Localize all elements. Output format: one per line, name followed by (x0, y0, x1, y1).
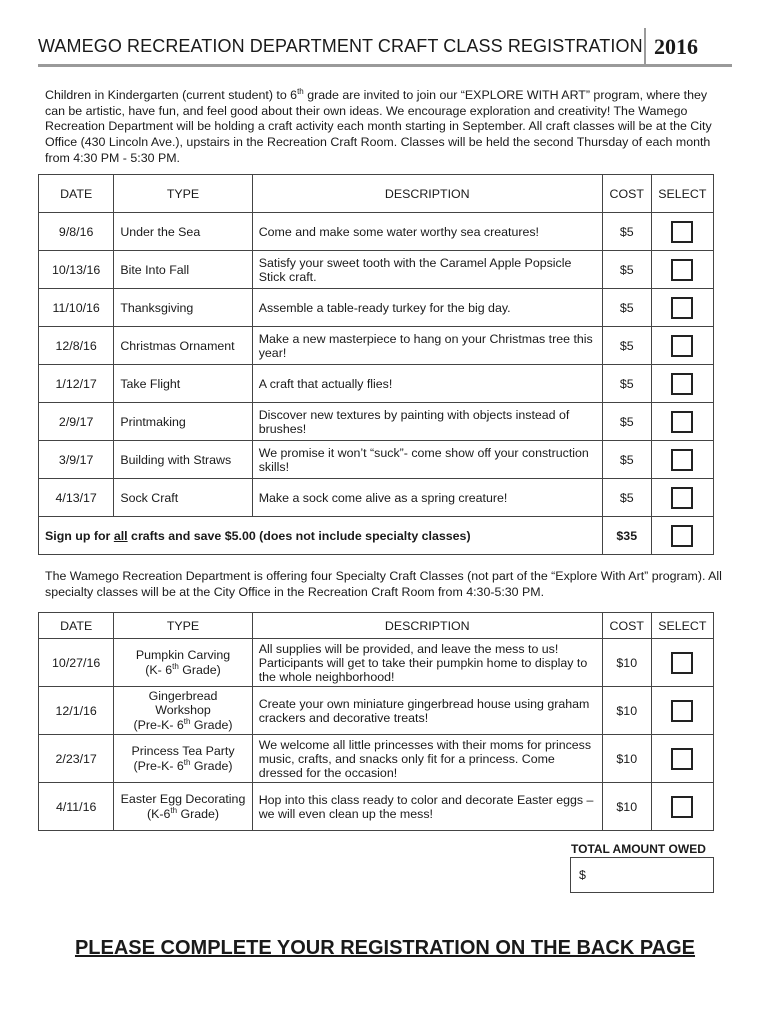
footer-instruction: PLEASE COMPLETE YOUR REGISTRATION ON THE BACK PAGE (74, 937, 696, 959)
class-grade-sup: th (183, 757, 191, 767)
col-select: SELECT (651, 613, 713, 639)
class-date: 2/9/17 (39, 403, 114, 441)
all-crafts-prefix: Sign up for (45, 528, 114, 543)
all-crafts-row (39, 517, 714, 555)
intro-paragraph (45, 84, 725, 166)
class-cost: $10 (602, 687, 651, 735)
table-row (39, 289, 714, 327)
total-dollar-sign: $ (579, 868, 586, 882)
title-underline (38, 64, 732, 67)
class-cost: $5 (602, 289, 651, 327)
total-amount-field[interactable] (570, 857, 714, 893)
class-description: Hop into this class ready to color and decorate Easter eggs –we will even clean up the mess! (252, 783, 602, 831)
class-grade-b: Grade) (177, 807, 220, 822)
table-row (39, 735, 714, 783)
class-description: We promise it won’t “suck”- come show off your construction skills! (252, 441, 602, 479)
class-type-name: Easter Egg Decorating (120, 791, 246, 806)
class-type-name: Gingerbread Workshop (148, 688, 218, 717)
class-cost: $5 (602, 251, 651, 289)
class-description: Satisfy your sweet tooth with the Caramel Apple Popsicle Stick craft. (252, 251, 602, 289)
class-date: 3/9/17 (39, 441, 114, 479)
select-checkbox[interactable] (671, 411, 693, 433)
select-cell (651, 479, 713, 517)
page-header (38, 28, 732, 66)
select-cell (651, 251, 713, 289)
class-date: 1/12/17 (39, 365, 114, 403)
class-type: Building with Straws (114, 441, 252, 479)
class-type: Bite Into Fall (114, 251, 252, 289)
select-checkbox[interactable] (671, 259, 693, 281)
col-select: SELECT (651, 175, 713, 213)
intro-text-1: Children in Kindergarten (current student) to 6 (45, 88, 298, 103)
year-label: 2016 (654, 34, 698, 59)
class-date: 11/10/16 (39, 289, 114, 327)
class-cost: $5 (602, 213, 651, 251)
col-description: DESCRIPTION (252, 613, 602, 639)
table-row (39, 403, 714, 441)
class-type: Sock Craft (114, 479, 252, 517)
class-date: 4/11/16 (39, 783, 114, 831)
year-divider (644, 28, 646, 66)
select-checkbox[interactable] (671, 335, 693, 357)
col-cost: COST (602, 613, 651, 639)
class-date: 12/8/16 (39, 327, 114, 365)
select-checkbox[interactable] (671, 748, 693, 770)
class-type-name: Pumpkin Carving (135, 647, 231, 662)
specialty-class-table (38, 612, 714, 831)
class-cost: $10 (602, 783, 651, 831)
class-grade-b: Grade) (190, 718, 233, 733)
class-description: We welcome all little princesses with their moms for princess music, crafts, and snacks only fit for a princess. Come dressed for the occasion! (252, 735, 602, 783)
col-date: DATE (39, 613, 114, 639)
select-checkbox[interactable] (671, 373, 693, 395)
class-type: Printmaking (114, 403, 252, 441)
class-cost: $5 (602, 365, 651, 403)
select-checkbox[interactable] (671, 221, 693, 243)
intro-text-2: grade are invited to join our “EXPLORE WITH ART” program, where they can be artistic, have fun, and feel good about their own ideas. We encourage exploration and creativity! The Wamego Recreation Department will be holding a craft activity each month starting in September. All craft classes will be at the City Office (430 Lincoln Ave.), upstairs in the Recreation Craft Room. Classes will be held the second Thursday of each month from 4:30 PM - 5:30 PM. (45, 88, 712, 165)
class-date: 2/23/17 (39, 735, 114, 783)
table-header-row (39, 175, 714, 213)
select-cell (651, 639, 713, 687)
class-date: 4/13/17 (39, 479, 114, 517)
select-checkbox[interactable] (671, 652, 693, 674)
class-grade-b: Grade) (178, 663, 221, 678)
class-description: Discover new textures by painting with objects instead of brushes! (252, 403, 602, 441)
select-cell (651, 735, 713, 783)
table-header-row (39, 613, 714, 639)
all-crafts-underlined: all (113, 528, 128, 543)
class-description: All supplies will be provided, and leave the mess to us! Participants will get to take their pumpkin home to display to the whole neighborhood! (252, 639, 602, 687)
class-grade-b: Grade) (190, 759, 233, 774)
class-type (114, 639, 252, 687)
select-cell (651, 365, 713, 403)
total-amount-label: TOTAL AMOUNT OWED (571, 842, 706, 856)
page-title: WAMEGO RECREATION DEPARTMENT CRAFT CLASS REGISTRATION (38, 36, 643, 56)
select-cell (651, 327, 713, 365)
class-cost: $10 (602, 639, 651, 687)
select-cell (651, 289, 713, 327)
col-type: TYPE (114, 175, 252, 213)
all-crafts-cost: $35 (602, 517, 651, 555)
class-description: Come and make some water worthy sea creatures! (252, 213, 602, 251)
select-cell (651, 213, 713, 251)
select-checkbox[interactable] (671, 449, 693, 471)
class-type (114, 687, 252, 735)
select-checkbox[interactable] (671, 297, 693, 319)
class-grade-sup: th (172, 661, 179, 671)
select-checkbox[interactable] (671, 796, 693, 818)
class-cost: $5 (602, 441, 651, 479)
class-type-name: Princess Tea Party (131, 743, 235, 758)
table-row (39, 639, 714, 687)
col-date: DATE (39, 175, 114, 213)
class-description: Make a sock come alive as a spring creature! (252, 479, 602, 517)
table-row (39, 479, 714, 517)
table-row (39, 327, 714, 365)
class-date: 12/1/16 (39, 687, 114, 735)
class-grade-sup: th (170, 805, 178, 815)
class-description: Create your own miniature gingerbread house using graham crackers and decorative treats! (252, 687, 602, 735)
class-type: Under the Sea (114, 213, 252, 251)
class-description: Assemble a table-ready turkey for the big day. (252, 289, 602, 327)
all-crafts-suffix: crafts and save $5.00 (does not include specialty classes) (127, 528, 471, 543)
class-description: Make a new masterpiece to hang on your Christmas tree this year! (252, 327, 602, 365)
table-row (39, 441, 714, 479)
select-cell (651, 687, 713, 735)
class-date: 9/8/16 (39, 213, 114, 251)
intro-sup: th (297, 87, 304, 96)
select-cell (651, 783, 713, 831)
class-grade-sup: th (183, 716, 191, 726)
table-row (39, 213, 714, 251)
class-type (114, 783, 252, 831)
col-type: TYPE (114, 613, 252, 639)
class-date: 10/13/16 (39, 251, 114, 289)
table-row (39, 365, 714, 403)
class-cost: $5 (602, 327, 651, 365)
class-grade-a: (Pre-K- 6 (133, 759, 184, 774)
table-row (39, 783, 714, 831)
class-type (114, 735, 252, 783)
class-cost: $5 (602, 479, 651, 517)
select-checkbox[interactable] (671, 700, 693, 722)
class-grade-a: (K- 6 (145, 663, 173, 678)
select-all-checkbox[interactable] (671, 525, 693, 547)
class-type: Thanksgiving (114, 289, 252, 327)
craft-class-table (38, 174, 714, 555)
specialty-intro: The Wamego Recreation Department is offering four Specialty Craft Classes (not part of the “Explore With Art” program). All specialty classes will be at the City Office in the Recreation Craft Room from 4:30-5:30 PM. (45, 569, 722, 599)
select-checkbox[interactable] (671, 487, 693, 509)
class-type: Christmas Ornament (114, 327, 252, 365)
select-cell (651, 403, 713, 441)
select-cell (651, 441, 713, 479)
table-row (39, 251, 714, 289)
class-grade-a: (Pre-K- 6 (133, 718, 184, 733)
class-grade-a: (K-6 (146, 807, 171, 822)
class-cost: $5 (602, 403, 651, 441)
table-row (39, 687, 714, 735)
class-cost: $10 (602, 735, 651, 783)
class-type: Take Flight (114, 365, 252, 403)
class-date: 10/27/16 (39, 639, 114, 687)
all-crafts-label (39, 517, 603, 555)
class-description: A craft that actually flies! (252, 365, 602, 403)
col-description: DESCRIPTION (252, 175, 602, 213)
col-cost: COST (602, 175, 651, 213)
select-cell (651, 517, 713, 555)
